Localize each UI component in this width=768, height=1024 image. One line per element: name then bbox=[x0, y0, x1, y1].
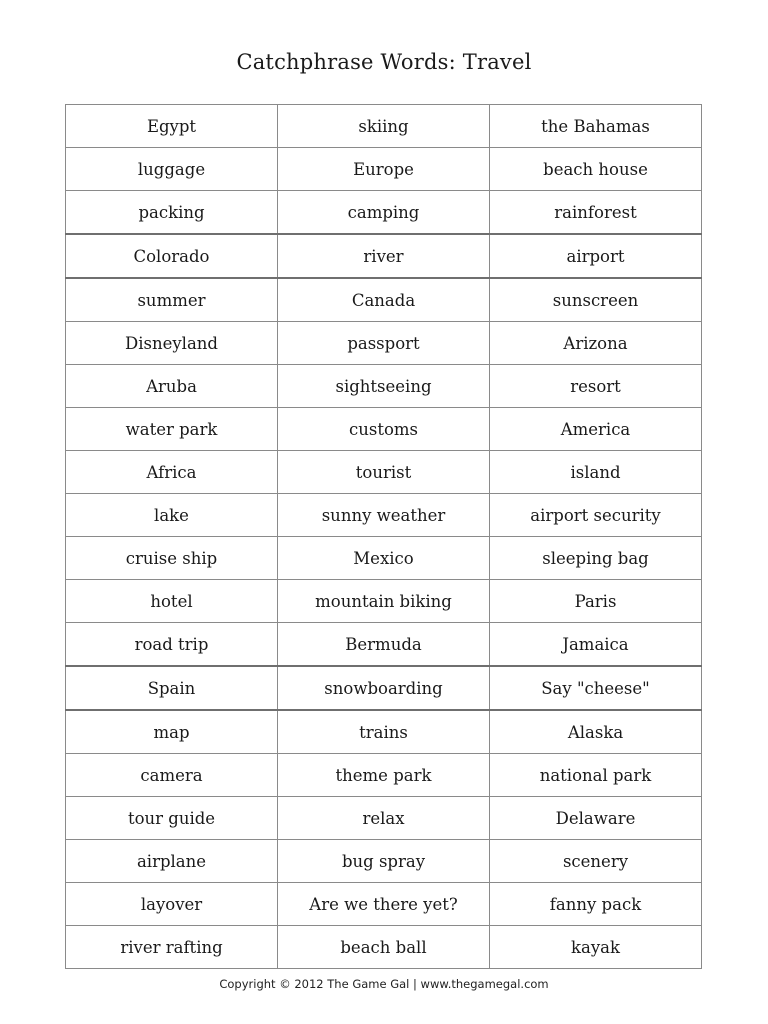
word-cell: layover bbox=[66, 883, 278, 926]
table-row bbox=[66, 580, 702, 623]
table-row bbox=[66, 840, 702, 883]
table-row bbox=[66, 666, 702, 710]
word-cell: the Bahamas bbox=[490, 105, 702, 148]
word-cell: airplane bbox=[66, 840, 278, 883]
word-cell: beach house bbox=[490, 148, 702, 191]
word-cell: theme park bbox=[278, 754, 490, 797]
word-cell: water park bbox=[66, 408, 278, 451]
word-cell: Canada bbox=[278, 278, 490, 322]
word-cell: relax bbox=[278, 797, 490, 840]
word-cell: Aruba bbox=[66, 365, 278, 408]
word-table bbox=[65, 104, 702, 969]
word-cell: Jamaica bbox=[490, 623, 702, 667]
table-row bbox=[66, 191, 702, 235]
table-row bbox=[66, 494, 702, 537]
table-row bbox=[66, 926, 702, 969]
word-cell: scenery bbox=[490, 840, 702, 883]
word-cell: tourist bbox=[278, 451, 490, 494]
word-cell: passport bbox=[278, 322, 490, 365]
word-cell: packing bbox=[66, 191, 278, 235]
word-cell: resort bbox=[490, 365, 702, 408]
table-row bbox=[66, 408, 702, 451]
word-cell: lake bbox=[66, 494, 278, 537]
word-cell: Are we there yet? bbox=[278, 883, 490, 926]
word-cell: fanny pack bbox=[490, 883, 702, 926]
page-title: Catchphrase Words: Travel bbox=[236, 50, 532, 74]
word-cell: Arizona bbox=[490, 322, 702, 365]
word-cell: Bermuda bbox=[278, 623, 490, 667]
word-cell: Africa bbox=[66, 451, 278, 494]
word-cell: kayak bbox=[490, 926, 702, 969]
word-cell: beach ball bbox=[278, 926, 490, 969]
word-cell: Egypt bbox=[66, 105, 278, 148]
word-cell: America bbox=[490, 408, 702, 451]
word-cell: sunny weather bbox=[278, 494, 490, 537]
word-cell: Disneyland bbox=[66, 322, 278, 365]
word-cell: cruise ship bbox=[66, 537, 278, 580]
word-cell: national park bbox=[490, 754, 702, 797]
word-cell: hotel bbox=[66, 580, 278, 623]
table-row bbox=[66, 322, 702, 365]
word-cell: mountain biking bbox=[278, 580, 490, 623]
table-row bbox=[66, 710, 702, 754]
word-cell: customs bbox=[278, 408, 490, 451]
table-row bbox=[66, 537, 702, 580]
word-cell: Spain bbox=[66, 666, 278, 710]
table-row bbox=[66, 451, 702, 494]
word-cell: sightseeing bbox=[278, 365, 490, 408]
word-cell: trains bbox=[278, 710, 490, 754]
table-row bbox=[66, 883, 702, 926]
word-cell: Mexico bbox=[278, 537, 490, 580]
word-cell: road trip bbox=[66, 623, 278, 667]
copyright-footer: Copyright © 2012 The Game Gal | www.thegamegal.com bbox=[219, 977, 549, 991]
table-row bbox=[66, 623, 702, 667]
word-cell: skiing bbox=[278, 105, 490, 148]
word-cell: bug spray bbox=[278, 840, 490, 883]
word-cell: map bbox=[66, 710, 278, 754]
word-cell: river bbox=[278, 234, 490, 278]
word-cell: sleeping bag bbox=[490, 537, 702, 580]
table-row bbox=[66, 365, 702, 408]
word-cell: camera bbox=[66, 754, 278, 797]
word-cell: camping bbox=[278, 191, 490, 235]
word-cell: luggage bbox=[66, 148, 278, 191]
table-row bbox=[66, 278, 702, 322]
table-row bbox=[66, 234, 702, 278]
word-cell: airport bbox=[490, 234, 702, 278]
word-cell: snowboarding bbox=[278, 666, 490, 710]
word-cell: tour guide bbox=[66, 797, 278, 840]
table-row bbox=[66, 105, 702, 148]
word-cell: Colorado bbox=[66, 234, 278, 278]
word-cell: river rafting bbox=[66, 926, 278, 969]
word-cell: Delaware bbox=[490, 797, 702, 840]
table-row bbox=[66, 754, 702, 797]
word-cell: Say "cheese" bbox=[490, 666, 702, 710]
word-cell: island bbox=[490, 451, 702, 494]
table-row bbox=[66, 797, 702, 840]
word-cell: summer bbox=[66, 278, 278, 322]
word-cell: Europe bbox=[278, 148, 490, 191]
table-row bbox=[66, 148, 702, 191]
word-cell: rainforest bbox=[490, 191, 702, 235]
word-cell: Alaska bbox=[490, 710, 702, 754]
word-cell: airport security bbox=[490, 494, 702, 537]
word-cell: sunscreen bbox=[490, 278, 702, 322]
word-cell: Paris bbox=[490, 580, 702, 623]
